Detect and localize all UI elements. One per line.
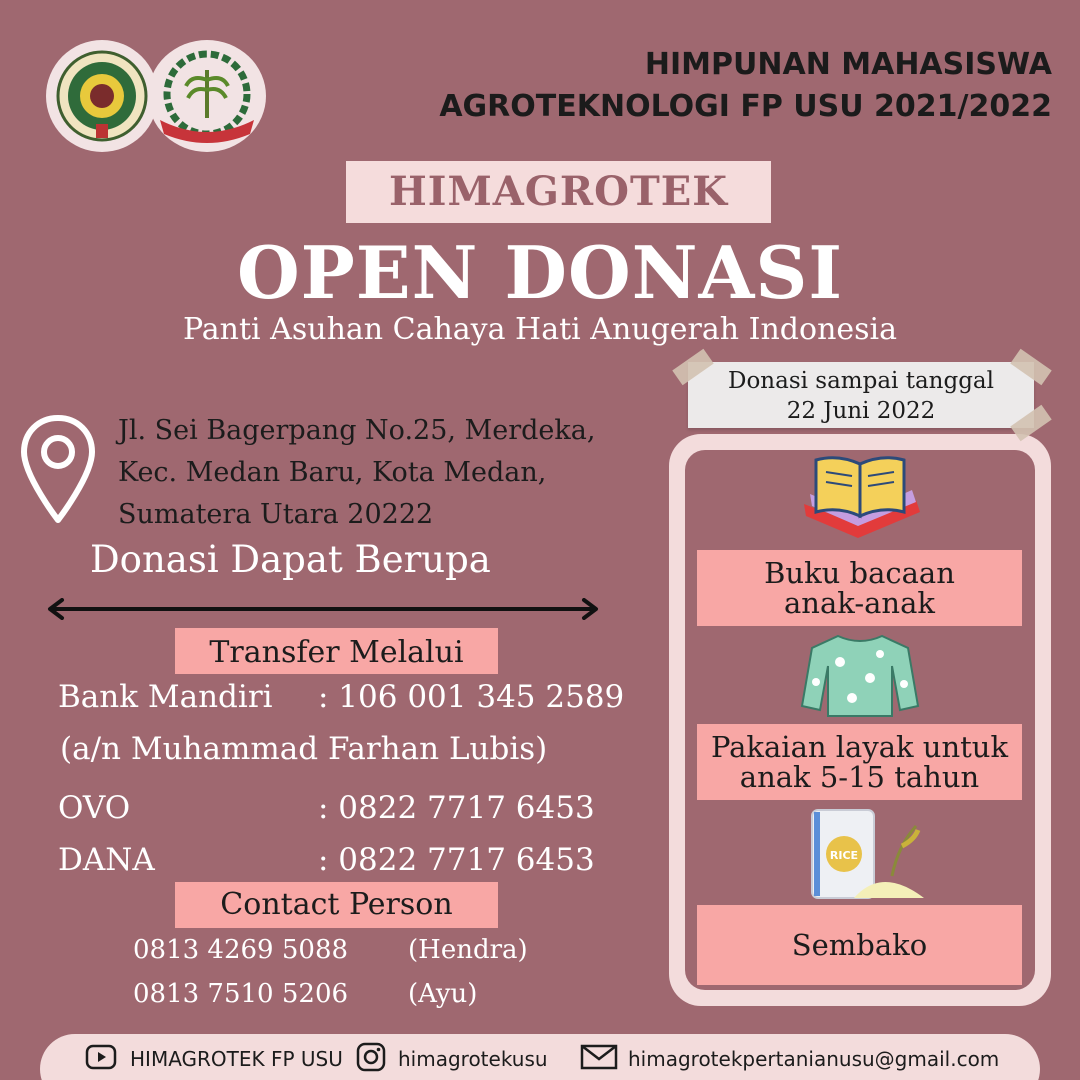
location-pin-icon	[20, 412, 96, 530]
rice-label: RICE	[829, 849, 859, 862]
deadline-date: 22 Juni 2022	[786, 398, 936, 424]
ovo-label: OVO	[58, 790, 131, 826]
address-line-3: Sumatera Utara 20222	[118, 499, 434, 530]
organization-heading	[439, 44, 1052, 128]
item-label-line-1: Sembako	[791, 928, 928, 962]
donation-item-books	[697, 550, 1022, 626]
dana-label: DANA	[58, 842, 155, 878]
bank-account-number: : 106 001 345 2589	[318, 679, 625, 715]
item-label-line-1: Buku bacaan	[764, 556, 955, 590]
address	[118, 410, 595, 536]
org-line-2: AGROTEKNOLOGI FP USU 2021/2022	[439, 89, 1052, 124]
contact-name-1: (Hendra)	[408, 935, 528, 965]
email-link[interactable]: himagrotekpertanianusu@gmail.com	[628, 1047, 1000, 1071]
address-line-1: Jl. Sei Bagerpang No.25, Merdeka,	[118, 415, 596, 446]
usu-logo	[46, 40, 158, 152]
page-title: OPEN DONASI	[236, 230, 844, 315]
item-label-line-2: anak-anak	[784, 586, 935, 620]
sweater-icon	[800, 632, 920, 722]
mail-icon	[580, 1044, 618, 1074]
himagrotek-logo	[148, 40, 266, 152]
deadline-line-1: Donasi sampai tanggal	[728, 368, 994, 394]
youtube-channel-link[interactable]: HIMAGROTEK FP USU	[130, 1047, 343, 1071]
youtube-icon	[85, 1044, 117, 1074]
dana-number: : 0822 7717 6453	[318, 842, 595, 878]
page-subtitle: Panti Asuhan Cahaya Hati Anugerah Indonesia	[182, 312, 898, 347]
instagram-handle-link[interactable]: himagrotekusu	[398, 1047, 548, 1071]
item-label-line-1: Pakaian layak untuk	[710, 730, 1009, 764]
transfer-heading: Transfer Melalui	[175, 628, 498, 674]
donation-item-groceries	[697, 905, 1022, 985]
donation-item-clothes	[697, 724, 1022, 800]
bank-label: Bank Mandiri	[58, 679, 273, 715]
account-holder: (a/n Muhammad Farhan Lubis)	[60, 731, 548, 767]
address-line-2: Kec. Medan Baru, Kota Medan,	[118, 457, 547, 488]
deadline-note	[688, 362, 1034, 428]
donation-heading: Donasi Dapat Berupa	[90, 538, 491, 581]
item-label-line-2: anak 5-15 tahun	[739, 760, 980, 794]
ovo-number: : 0822 7717 6453	[318, 790, 595, 826]
contact-name-2: (Ayu)	[408, 979, 478, 1009]
instagram-icon	[356, 1042, 386, 1076]
books-icon	[796, 454, 926, 546]
rice-bag-icon	[806, 806, 930, 906]
double-arrow-divider	[46, 598, 600, 624]
contact-phone-2: 0813 7510 5206	[133, 979, 349, 1009]
org-line-1: HIMPUNAN MAHASISWA	[644, 47, 1052, 82]
himagrotek-tag: HIMAGROTEK	[346, 161, 771, 223]
contact-heading: Contact Person	[175, 882, 498, 928]
contact-phone-1: 0813 4269 5088	[133, 935, 349, 965]
